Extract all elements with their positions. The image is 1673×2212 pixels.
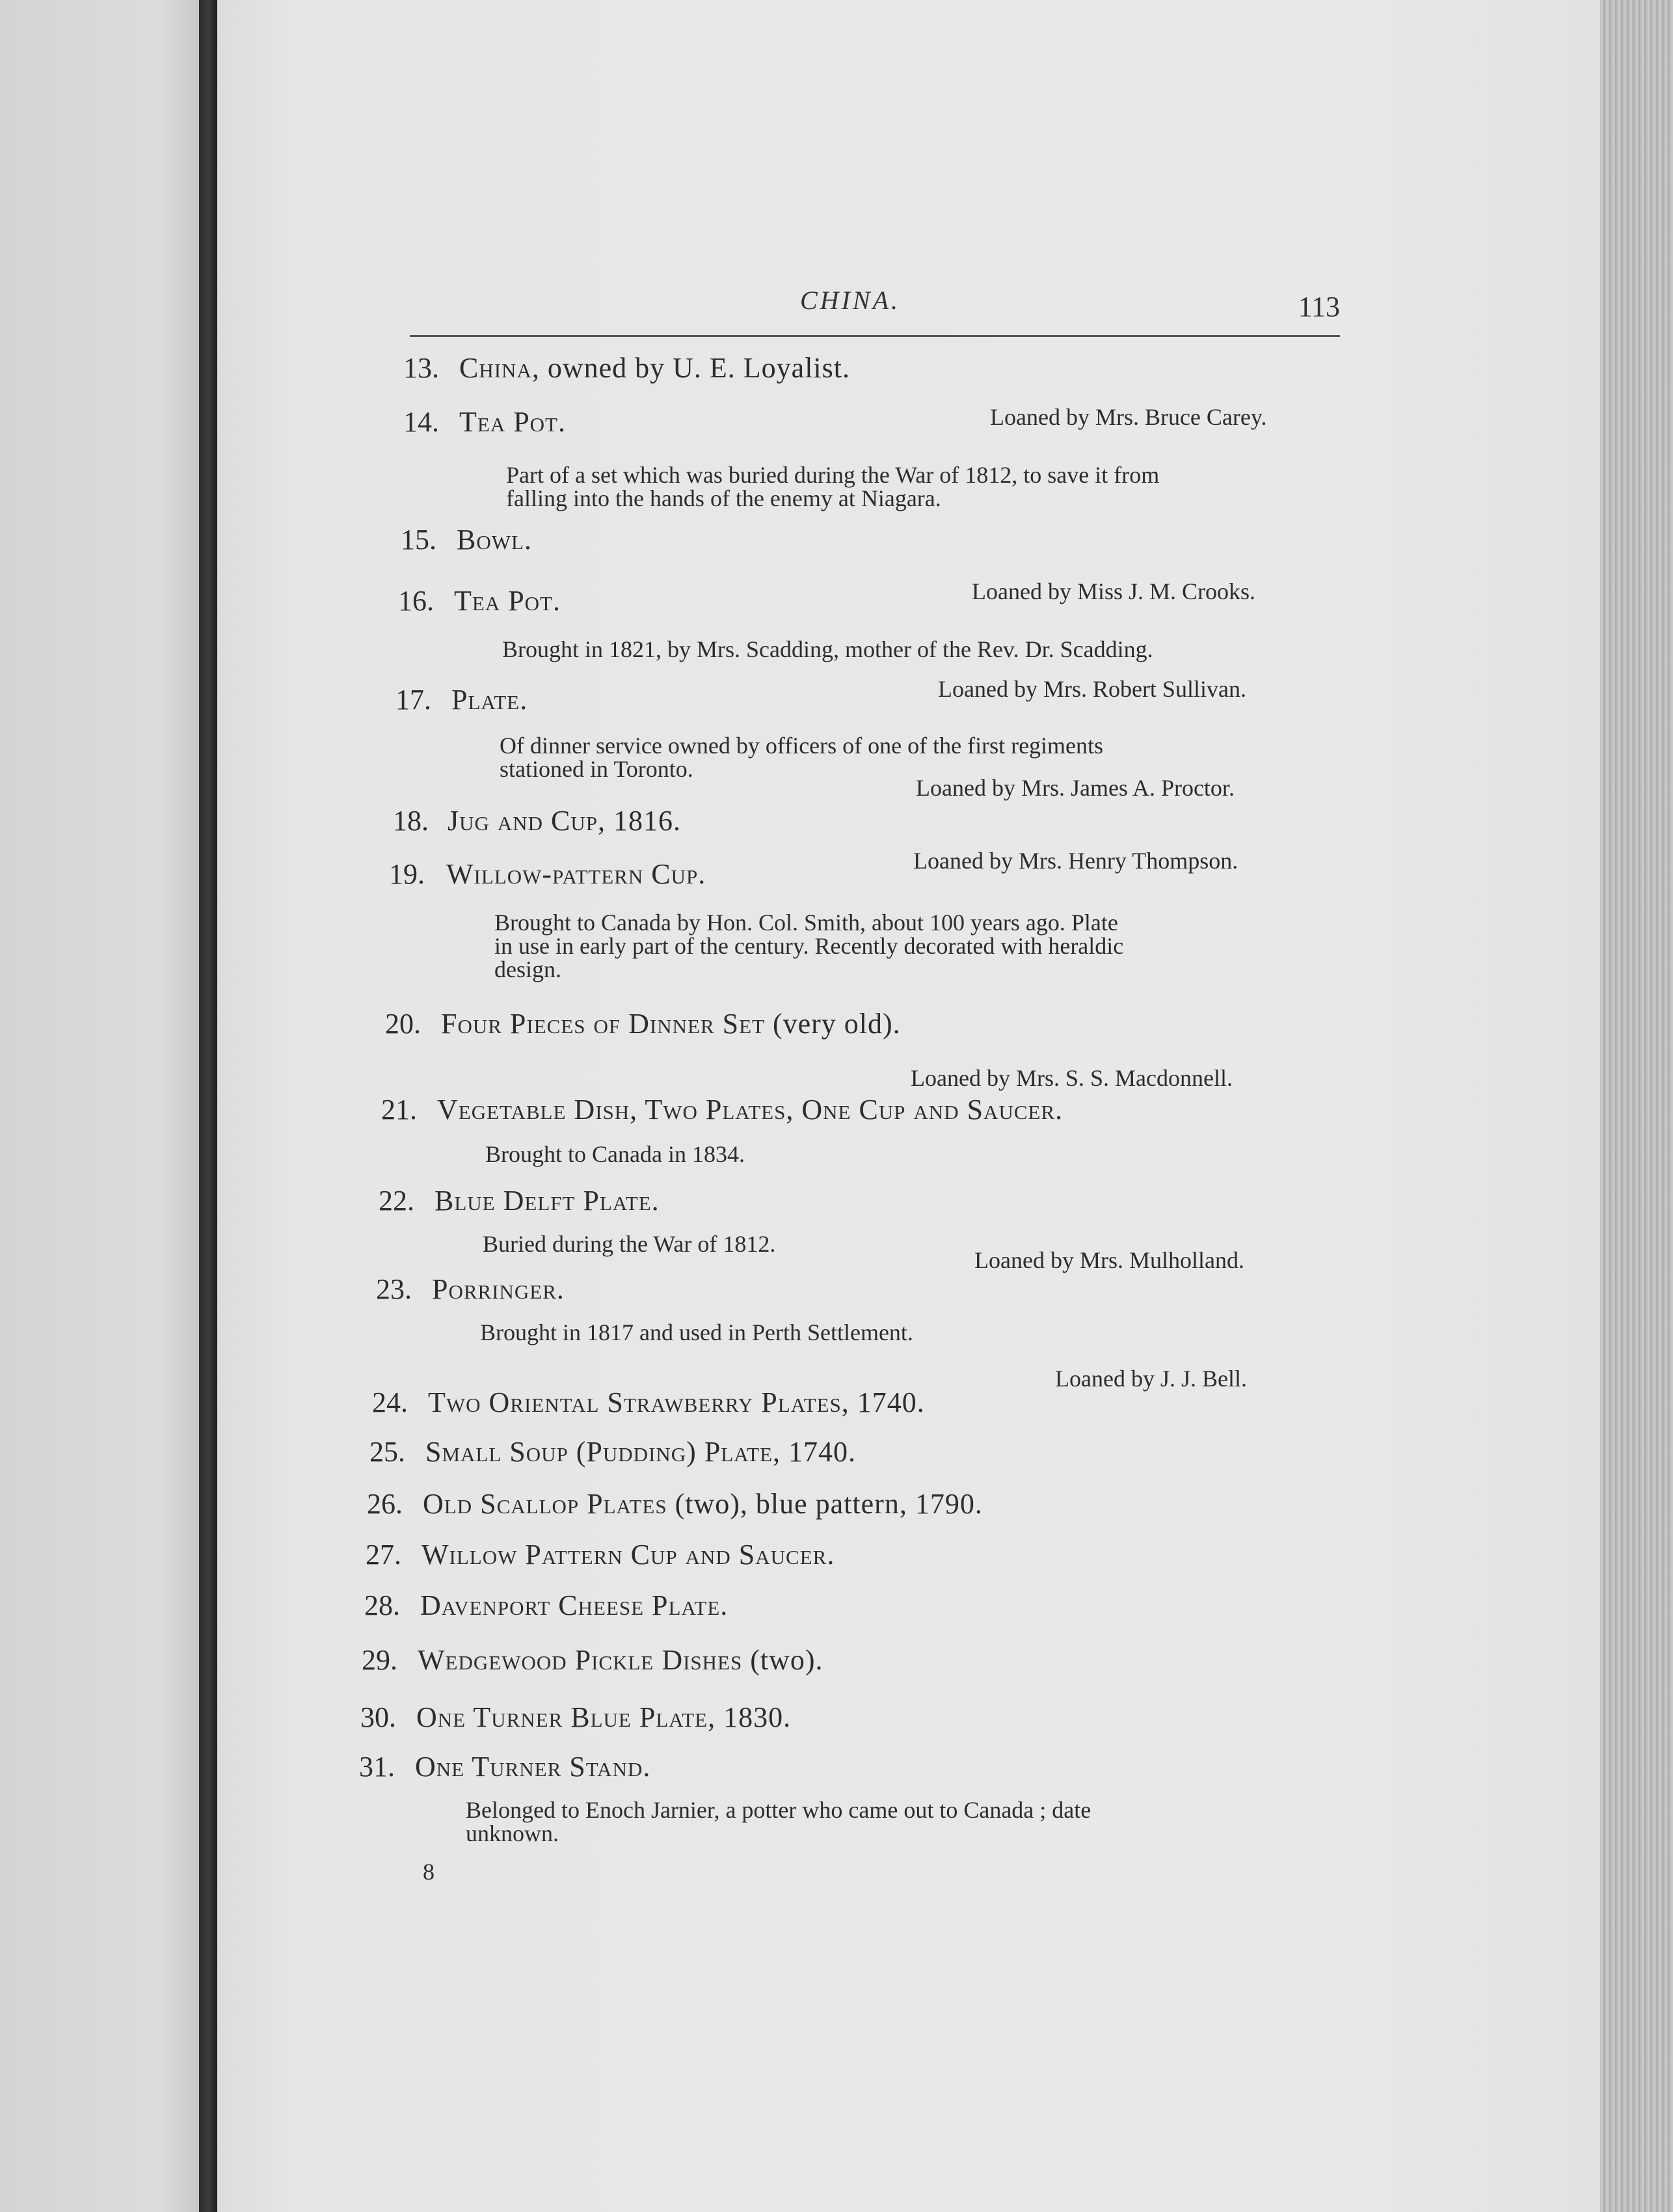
loan-credit: Loaned by Miss J. M. Crooks. [972, 578, 1256, 604]
entry-note-line: Of dinner service owned by officers of one of the first regiments [500, 733, 1104, 759]
entry-number: 29. [362, 1644, 397, 1676]
entry-number: 22. [379, 1185, 414, 1217]
page-number: 113 [1298, 291, 1340, 323]
entry-note-line: Brought to Canada by Hon. Col. Smith, about 100 years ago. Plate [494, 910, 1118, 936]
loan-credit: Loaned by J. J. Bell. [1055, 1366, 1247, 1392]
entry-title: Willow-pattern Cup. [446, 858, 706, 890]
entry-title: One Turner Blue Plate, 1830. [416, 1701, 792, 1733]
entry-title: Blue Delft Plate. [435, 1185, 660, 1217]
entry-note-line: in use in early part of the century. Recently decorated with heraldic [494, 933, 1124, 959]
entry-number: 27. [366, 1539, 401, 1571]
entry-title: Four Pieces of Dinner Set (very old). [441, 1008, 901, 1040]
entry-number: 21. [381, 1094, 417, 1126]
entry-note-line: Brought to Canada in 1834. [485, 1141, 745, 1167]
entry-number: 16. [398, 585, 434, 617]
entry-number: 15. [401, 524, 436, 556]
entry-title: Jug and Cup, 1816. [448, 805, 682, 837]
entry-title: Small Soup (Pudding) Plate, 1740. [425, 1436, 857, 1468]
loan-credit: Loaned by Mrs. James A. Proctor. [916, 775, 1235, 801]
entry-number: 26. [367, 1488, 403, 1520]
entry-title: Tea Pot. [459, 406, 566, 438]
loan-credit: Loaned by Mrs. Bruce Carey. [990, 404, 1267, 430]
entry-title: Plate. [451, 684, 528, 716]
entry-title: Porringer. [432, 1273, 565, 1305]
entry-title: China, owned by U. E. Loyalist. [459, 352, 851, 384]
entry-number: 18. [393, 805, 429, 837]
entry-note-line: unknown. [466, 1820, 559, 1846]
entry-title: Old Scallop Plates (two), blue pattern, 1790. [423, 1488, 983, 1520]
loan-credit: Loaned by Mrs. S. S. Macdonnell. [911, 1065, 1233, 1091]
running-head: CHINA. [800, 286, 900, 315]
loan-credit: Loaned by Mrs. Mulholland. [974, 1247, 1244, 1273]
entry-title: Bowl. [457, 524, 532, 556]
entry-title: One Turner Stand. [415, 1751, 651, 1783]
entry-note-line: design. [494, 956, 561, 982]
entry-note-line: stationed in Toronto. [500, 756, 693, 782]
loan-credit: Loaned by Mrs. Henry Thompson. [913, 848, 1238, 874]
entry-note-line: Brought in 1817 and used in Perth Settlement. [480, 1319, 913, 1345]
entry-title: Vegetable Dish, Two Plates, One Cup and Saucer. [437, 1094, 1064, 1126]
entry-note-line: Buried during the War of 1812. [483, 1231, 776, 1257]
entry-title: Tea Pot. [454, 585, 561, 617]
entry-note-line: Brought in 1821, by Mrs. Scadding, mother of the Rev. Dr. Scadding. [502, 636, 1153, 662]
entry-title: Willow Pattern Cup and Saucer. [422, 1539, 835, 1571]
entry-number: 13. [403, 352, 439, 384]
entry-number: 25. [369, 1436, 405, 1468]
entry-number: 17. [395, 684, 431, 716]
entry-note-line: falling into the hands of the enemy at Niagara. [506, 485, 941, 511]
entry-title: Wedgewood Pickle Dishes (two). [418, 1644, 823, 1676]
entry-title: Two Oriental Strawberry Plates, 1740. [428, 1386, 925, 1418]
entry-number: 30. [360, 1701, 396, 1733]
entry-number: 14. [403, 406, 439, 438]
entry-number: 24. [372, 1386, 408, 1418]
entry-number: 31. [359, 1751, 395, 1783]
signature-mark: 8 [423, 1859, 435, 1885]
entry-number: 19. [389, 858, 425, 890]
entry-note-line: Belonged to Enoch Jarnier, a potter who came out to Canada ; date [466, 1797, 1091, 1823]
entry-number: 28. [364, 1589, 400, 1621]
loan-credit: Loaned by Mrs. Robert Sullivan. [938, 676, 1246, 702]
entry-note-line: Part of a set which was buried during the War of 1812, to save it from [506, 462, 1160, 488]
entry-title: Davenport Cheese Plate. [420, 1589, 729, 1621]
entry-number: 20. [385, 1008, 421, 1040]
entry-number: 23. [376, 1273, 412, 1305]
